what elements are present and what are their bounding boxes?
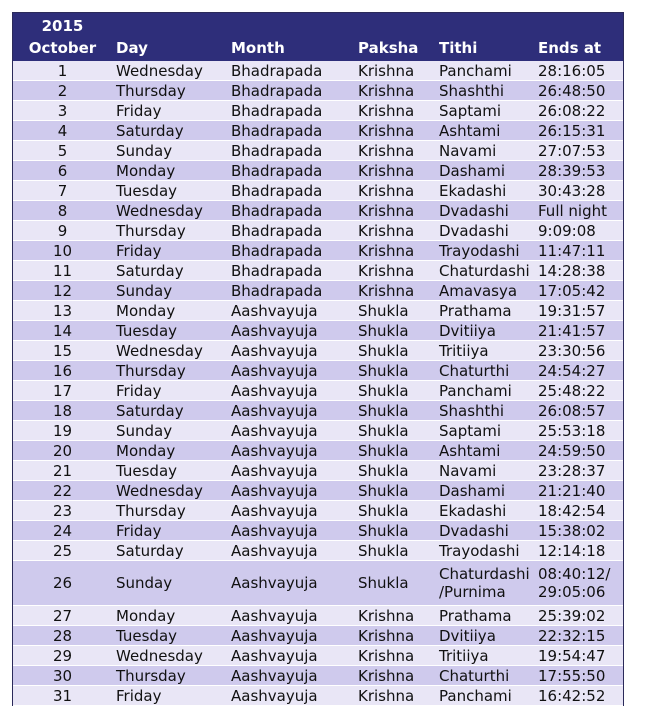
cell-date: 20: [13, 441, 112, 461]
cell-tithi: Amavasya: [435, 281, 534, 301]
cell-day: Wednesday: [112, 61, 227, 81]
cell-paksha: Krishna: [354, 81, 435, 101]
cell-ends-at: 19:54:47: [534, 646, 623, 666]
table-row: [13, 501, 623, 521]
cell-ends-at: 25:53:18: [534, 421, 623, 441]
cell-tithi: Dashami: [435, 481, 534, 501]
cell-tithi: Navami: [435, 141, 534, 161]
cell-day: Tuesday: [112, 626, 227, 646]
cell-month: Bhadrapada: [227, 101, 354, 121]
cell-paksha: Krishna: [354, 606, 435, 626]
cell-month: Bhadrapada: [227, 241, 354, 261]
cell-tithi: Chaturthi: [435, 361, 534, 381]
cell-paksha: Shukla: [354, 561, 435, 606]
table-row: [13, 421, 623, 441]
cell-day: Tuesday: [112, 461, 227, 481]
cell-tithi: Chaturdashi: [435, 261, 534, 281]
cell-date: 7: [13, 181, 112, 201]
header-spacer: [227, 13, 354, 35]
cell-tithi: Dvitiiya: [435, 321, 534, 341]
cell-ends-at: 22:32:15: [534, 626, 623, 646]
cell-day: Wednesday: [112, 646, 227, 666]
cell-month: Aashvayuja: [227, 401, 354, 421]
cell-ends-at: 15:38:02: [534, 521, 623, 541]
table-row: [13, 301, 623, 321]
header-spacer: [354, 13, 435, 35]
cell-month: Bhadrapada: [227, 221, 354, 241]
cell-paksha: Krishna: [354, 686, 435, 706]
cell-paksha: Krishna: [354, 666, 435, 686]
cell-tithi: Prathama: [435, 301, 534, 321]
cell-ends-at: 21:21:40: [534, 481, 623, 501]
cell-tithi: Navami: [435, 461, 534, 481]
cell-day: Monday: [112, 441, 227, 461]
cell-ends-at: 18:42:54: [534, 501, 623, 521]
cell-paksha: Shukla: [354, 501, 435, 521]
cell-tithi: Shashthi: [435, 401, 534, 421]
cell-tithi: Tritiiya: [435, 341, 534, 361]
cell-month: Aashvayuja: [227, 381, 354, 401]
cell-date: 22: [13, 481, 112, 501]
cell-paksha: Krishna: [354, 121, 435, 141]
cell-ends-at: 27:07:53: [534, 141, 623, 161]
cell-date: 3: [13, 101, 112, 121]
cell-date: 5: [13, 141, 112, 161]
cell-day: Tuesday: [112, 321, 227, 341]
cell-tithi: Saptami: [435, 421, 534, 441]
cell-tithi: Ashtami: [435, 121, 534, 141]
cell-paksha: Krishna: [354, 61, 435, 81]
cell-ends-at: 14:28:38: [534, 261, 623, 281]
cell-ends-at: 17:55:50: [534, 666, 623, 686]
cell-date: 28: [13, 626, 112, 646]
table-row: [13, 541, 623, 561]
cell-paksha: Shukla: [354, 521, 435, 541]
cell-ends-at: 9:09:08: [534, 221, 623, 241]
table-row: [13, 141, 623, 161]
cell-date: 10: [13, 241, 112, 261]
cell-date: 16: [13, 361, 112, 381]
column-header-day: Day: [112, 35, 227, 61]
cell-tithi: Chaturdashi /Purnima: [435, 561, 534, 606]
cell-paksha: Shukla: [354, 401, 435, 421]
cell-ends-at: 12:14:18: [534, 541, 623, 561]
cell-paksha: Krishna: [354, 241, 435, 261]
cell-month: Aashvayuja: [227, 606, 354, 626]
cell-month: Aashvayuja: [227, 666, 354, 686]
column-header-tithi: Tithi: [435, 35, 534, 61]
cell-tithi: Panchami: [435, 61, 534, 81]
cell-day: Monday: [112, 606, 227, 626]
table-row: [13, 626, 623, 646]
cell-day: Wednesday: [112, 201, 227, 221]
cell-month: Aashvayuja: [227, 321, 354, 341]
cell-day: Saturday: [112, 261, 227, 281]
cell-paksha: Krishna: [354, 101, 435, 121]
column-header-date: October: [13, 35, 112, 61]
cell-ends-at: 17:05:42: [534, 281, 623, 301]
cell-ends-at: 16:42:52: [534, 686, 623, 706]
cell-tithi: Tritiiya: [435, 646, 534, 666]
cell-ends-at: 25:48:22: [534, 381, 623, 401]
cell-date: 2: [13, 81, 112, 101]
cell-paksha: Shukla: [354, 421, 435, 441]
table-row: [13, 241, 623, 261]
cell-month: Aashvayuja: [227, 441, 354, 461]
cell-ends-at: 26:48:50: [534, 81, 623, 101]
cell-date: 6: [13, 161, 112, 181]
panchang-table-container: [12, 12, 624, 706]
cell-day: Saturday: [112, 121, 227, 141]
cell-tithi: Panchami: [435, 686, 534, 706]
table-row: [13, 281, 623, 301]
table-row: [13, 81, 623, 101]
table-row: [13, 401, 623, 421]
cell-ends-at: Full night: [534, 201, 623, 221]
cell-paksha: Krishna: [354, 181, 435, 201]
cell-ends-at: 25:39:02: [534, 606, 623, 626]
cell-date: 30: [13, 666, 112, 686]
cell-month: Bhadrapada: [227, 281, 354, 301]
cell-date: 9: [13, 221, 112, 241]
cell-month: Bhadrapada: [227, 261, 354, 281]
cell-day: Saturday: [112, 401, 227, 421]
cell-day: Sunday: [112, 561, 227, 606]
table-row: [13, 646, 623, 666]
cell-month: Aashvayuja: [227, 626, 354, 646]
cell-day: Thursday: [112, 361, 227, 381]
cell-date: 27: [13, 606, 112, 626]
header-spacer: [112, 13, 227, 35]
cell-date: 21: [13, 461, 112, 481]
cell-day: Thursday: [112, 666, 227, 686]
cell-day: Monday: [112, 301, 227, 321]
cell-tithi: Trayodashi: [435, 241, 534, 261]
cell-month: Aashvayuja: [227, 646, 354, 666]
cell-month: Aashvayuja: [227, 501, 354, 521]
cell-paksha: Shukla: [354, 481, 435, 501]
cell-tithi: Prathama: [435, 606, 534, 626]
cell-date: 15: [13, 341, 112, 361]
cell-paksha: Krishna: [354, 626, 435, 646]
cell-paksha: Shukla: [354, 321, 435, 341]
cell-date: 4: [13, 121, 112, 141]
table-row: [13, 121, 623, 141]
table-row: [13, 481, 623, 501]
cell-day: Wednesday: [112, 341, 227, 361]
table-body: [13, 61, 623, 706]
cell-ends-at: 23:30:56: [534, 341, 623, 361]
cell-month: Aashvayuja: [227, 421, 354, 441]
cell-tithi: Panchami: [435, 381, 534, 401]
cell-month: Bhadrapada: [227, 141, 354, 161]
table-row: [13, 461, 623, 481]
cell-date: 18: [13, 401, 112, 421]
cell-paksha: Krishna: [354, 161, 435, 181]
cell-date: 17: [13, 381, 112, 401]
cell-date: 11: [13, 261, 112, 281]
cell-date: 29: [13, 646, 112, 666]
cell-day: Thursday: [112, 221, 227, 241]
cell-date: 26: [13, 561, 112, 606]
cell-ends-at: 19:31:57: [534, 301, 623, 321]
cell-day: Thursday: [112, 501, 227, 521]
cell-month: Bhadrapada: [227, 61, 354, 81]
header-columns-row: [13, 35, 623, 61]
table-row: [13, 441, 623, 461]
cell-month: Aashvayuja: [227, 481, 354, 501]
cell-day: Friday: [112, 521, 227, 541]
cell-tithi: Saptami: [435, 101, 534, 121]
cell-month: Aashvayuja: [227, 561, 354, 606]
cell-month: Bhadrapada: [227, 181, 354, 201]
cell-tithi: Dvitiiya: [435, 626, 534, 646]
cell-paksha: Shukla: [354, 441, 435, 461]
cell-day: Sunday: [112, 281, 227, 301]
cell-paksha: Shukla: [354, 541, 435, 561]
cell-month: Aashvayuja: [227, 341, 354, 361]
cell-paksha: Shukla: [354, 381, 435, 401]
table-row: [13, 261, 623, 281]
cell-ends-at: 30:43:28: [534, 181, 623, 201]
cell-month: Bhadrapada: [227, 81, 354, 101]
cell-month: Aashvayuja: [227, 686, 354, 706]
cell-paksha: Krishna: [354, 646, 435, 666]
cell-paksha: Shukla: [354, 361, 435, 381]
cell-date: 24: [13, 521, 112, 541]
table-row: [13, 321, 623, 341]
cell-ends-at: 24:59:50: [534, 441, 623, 461]
cell-paksha: Krishna: [354, 261, 435, 281]
table-row: [13, 521, 623, 541]
cell-tithi: Dvadashi: [435, 221, 534, 241]
cell-tithi: Ekadashi: [435, 181, 534, 201]
table-row: [13, 161, 623, 181]
cell-tithi: Dvadashi: [435, 201, 534, 221]
cell-day: Sunday: [112, 141, 227, 161]
cell-tithi: Shashthi: [435, 81, 534, 101]
cell-date: 23: [13, 501, 112, 521]
header-spacer: [534, 13, 623, 35]
cell-day: Tuesday: [112, 181, 227, 201]
cell-ends-at: 24:54:27: [534, 361, 623, 381]
cell-date: 31: [13, 686, 112, 706]
cell-ends-at: 23:28:37: [534, 461, 623, 481]
cell-tithi: Chaturthi: [435, 666, 534, 686]
cell-paksha: Shukla: [354, 341, 435, 361]
cell-ends-at: 28:16:05: [534, 61, 623, 81]
cell-month: Aashvayuja: [227, 461, 354, 481]
cell-paksha: Shukla: [354, 461, 435, 481]
column-header-paksha: Paksha: [354, 35, 435, 61]
cell-month: Bhadrapada: [227, 121, 354, 141]
cell-paksha: Krishna: [354, 281, 435, 301]
cell-day: Monday: [112, 161, 227, 181]
cell-month: Aashvayuja: [227, 361, 354, 381]
column-header-ends-at: Ends at: [534, 35, 623, 61]
cell-paksha: Krishna: [354, 221, 435, 241]
cell-tithi: Dvadashi: [435, 521, 534, 541]
cell-ends-at: 11:47:11: [534, 241, 623, 261]
cell-date: 13: [13, 301, 112, 321]
header-spacer: [435, 13, 534, 35]
cell-date: 19: [13, 421, 112, 441]
cell-tithi: Ekadashi: [435, 501, 534, 521]
table-row: [13, 221, 623, 241]
cell-day: Saturday: [112, 541, 227, 561]
cell-day: Thursday: [112, 81, 227, 101]
cell-date: 1: [13, 61, 112, 81]
cell-date: 25: [13, 541, 112, 561]
cell-month: Aashvayuja: [227, 541, 354, 561]
year-heading: 2015: [13, 13, 112, 35]
cell-ends-at: 26:15:31: [534, 121, 623, 141]
cell-ends-at: 28:39:53: [534, 161, 623, 181]
table-row: [13, 61, 623, 81]
cell-day: Sunday: [112, 421, 227, 441]
cell-paksha: Krishna: [354, 201, 435, 221]
cell-date: 8: [13, 201, 112, 221]
cell-ends-at: 08:40:12/ 29:05:06: [534, 561, 623, 606]
cell-day: Friday: [112, 381, 227, 401]
cell-month: Aashvayuja: [227, 301, 354, 321]
cell-date: 12: [13, 281, 112, 301]
cell-paksha: Krishna: [354, 141, 435, 161]
table-row: [13, 361, 623, 381]
table-row: [13, 606, 623, 626]
cell-day: Friday: [112, 241, 227, 261]
cell-tithi: Trayodashi: [435, 541, 534, 561]
cell-month: Bhadrapada: [227, 161, 354, 181]
cell-ends-at: 26:08:22: [534, 101, 623, 121]
cell-day: Friday: [112, 101, 227, 121]
table-row: [13, 181, 623, 201]
cell-month: Aashvayuja: [227, 521, 354, 541]
cell-tithi: Ashtami: [435, 441, 534, 461]
cell-ends-at: 21:41:57: [534, 321, 623, 341]
table-row: [13, 686, 623, 706]
panchang-table: [13, 13, 623, 706]
cell-paksha: Shukla: [354, 301, 435, 321]
header-year-row: [13, 13, 623, 35]
table-row: [13, 201, 623, 221]
cell-month: Bhadrapada: [227, 201, 354, 221]
cell-day: Friday: [112, 686, 227, 706]
cell-date: 14: [13, 321, 112, 341]
cell-day: Wednesday: [112, 481, 227, 501]
table-header: [13, 13, 623, 61]
cell-ends-at: 26:08:57: [534, 401, 623, 421]
table-row: [13, 381, 623, 401]
table-row: [13, 666, 623, 686]
table-row: [13, 561, 623, 606]
table-row: [13, 341, 623, 361]
cell-tithi: Dashami: [435, 161, 534, 181]
table-row: [13, 101, 623, 121]
column-header-month: Month: [227, 35, 354, 61]
